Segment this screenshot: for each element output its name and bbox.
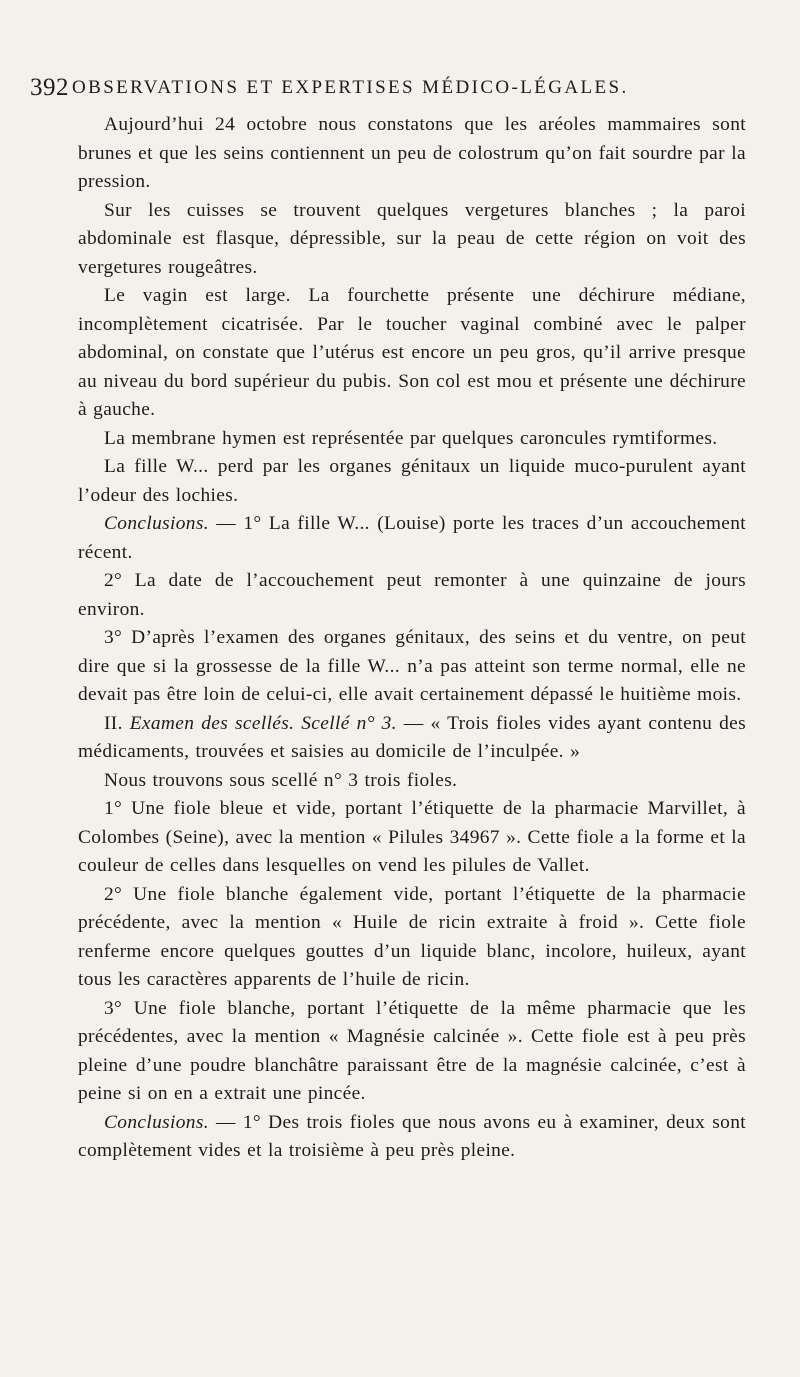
conclusions-label: Conclusions. [104,1111,209,1133]
page-header [30,74,770,104]
paragraph-7: 2° La date de l’accouchement peut remonter à une quinzaine de jours environ. [78,570,746,620]
paragraph-12: 2° Une fiole blanche également vide, portant l’étiquette de la pharmacie précédente, avec la mention « Huile de ricin extraite à froid ». Cette fiole renferme encore quelques gouttes d’un liquide blanc, incolore, huileux, ayant tous les caractères apparents de l’huile de ricin. [78,883,746,990]
body-text [78,111,746,1166]
paragraph-section-ii: II. Examen des scellés. Scellé n° 3. — « Trois fioles vides ayant contenu des médicaments, trouvées et saisies au domicile de l’inculpée. » [78,712,746,762]
paragraph-conclusions-2: Conclusions. — 1° Des trois fioles que nous avons eu à examiner, deux sont complètement vides et la troisième à peu près pleine. [78,1111,746,1161]
paragraph-4: La membrane hymen est représentée par quelques caroncules rymtiformes. [104,427,718,449]
page-number: 392 [30,74,69,101]
paragraph-2: Sur les cuisses se trouvent quelques vergetures blanches ; la paroi abdominale est flasque, dépressible, sur la peau de cette région on voit des vergetures rougeâtres. [78,199,746,278]
section-ii-heading: Examen des scellés. Scellé n° 3. [129,712,397,734]
paragraph-3: Le vagin est large. La fourchette présente une déchirure médiane, incomplètement cicatrisée. Par le toucher vaginal combiné avec le palper abdominal, on constate que l’utérus est encore un peu gros, qu’il arrive presque au niveau du bord supérieur du pubis. Son col est mou et présente une déchirure à gauche. [78,285,746,420]
paragraph-10: Nous trouvons sous scellé n° 3 trois fioles. [104,769,458,791]
paragraph-1: Aujourd’hui 24 octobre nous constatons que les aréoles mammaires sont brunes et que les seins contiennent un peu de colostrum qu’on fait sourdre par la pression. [78,114,746,192]
paragraph-5: La fille W... perd par les organes génitaux un liquide muco-purulent ayant l’odeur des lochies. [78,456,746,506]
paragraph-conclusions-1: Conclusions. — 1° La fille W... (Louise) porte les traces d’un accouchement récent. [78,513,746,563]
paragraph-13: 3° Une fiole blanche, portant l’étiquette de la même pharmacie que les précédentes, avec la mention « Magnésie calcinée ». Cette fiole est à peu près pleine d’une poudre blanchâtre paraissant être de la magnésie calcinée, c’est à peine si on en a extrait une pincée. [78,997,746,1104]
conclusions-label: Conclusions. [104,513,209,534]
paragraph-11: 1° Une fiole bleue et vide, portant l’étiquette de la pharmacie Marvillet, à Colombes (Seine), avec la mention « Pilules 34967 ». Cette fiole a la forme et la couleur de celles dans lesquelles on vend les pilules de Vallet. [78,798,746,876]
paragraph-8: 3° D’après l’examen des organes génitaux, des seins et du ventre, on peut dire que si la grossesse de la fille W... n’a pas atteint son terme normal, elle ne devait pas être loin de celui-ci, elle avait certainement dépassé le huitième mois. [78,627,746,705]
running-head: OBSERVATIONS ET EXPERTISES MÉDICO-LÉGALES. [72,77,629,98]
